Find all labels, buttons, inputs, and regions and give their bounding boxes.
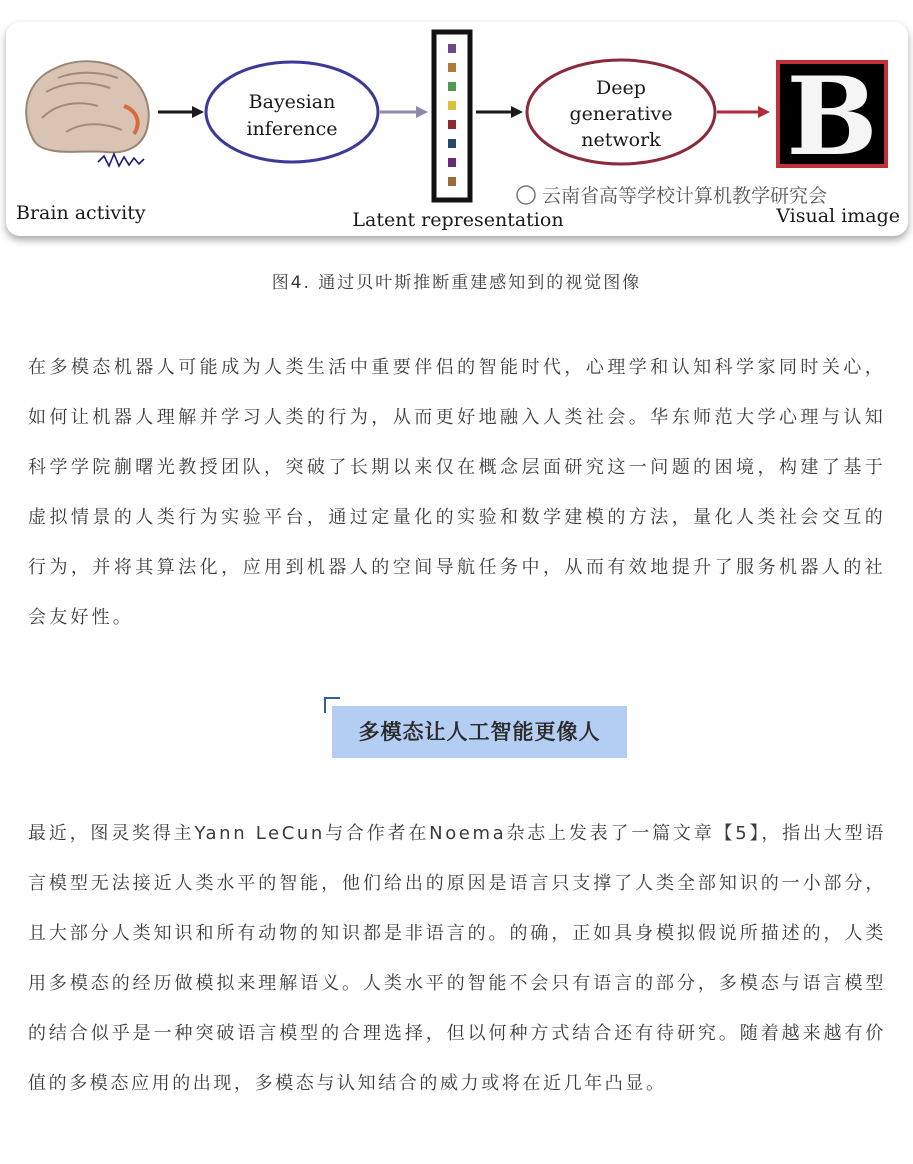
- watermark: [517, 185, 827, 207]
- arrow-icon: [416, 106, 428, 118]
- brain-icon: [26, 61, 148, 166]
- arrow-icon: [192, 106, 204, 118]
- bayes-line1: Bayesian: [248, 91, 336, 113]
- latent-representation-bar: [434, 32, 470, 200]
- latent-representation-label: Latent representation: [352, 209, 564, 231]
- latent-cell: [448, 44, 456, 53]
- figure-image: [6, 22, 908, 236]
- output-letter: B: [786, 54, 878, 180]
- latent-cell: [448, 120, 456, 129]
- latent-cell: [448, 63, 456, 72]
- latent-cell: [448, 177, 456, 186]
- section-heading: 多模态让人工智能更像人: [358, 720, 601, 744]
- deep-line2: generative: [569, 103, 673, 125]
- paragraph-2: 最近，图灵奖得主Yann LeCun与合作者在Noema杂志上发表了一篇文章【5】，指出大型语言模型无法接近人类水平的智能，他们给出的原因是语言只支撑了人类全部知识的一小部分，且大部分人类知识和所有动物的知识都是非语言的。的确，正如具身模拟假说所描述的，人类用多模态的经历做模拟来理解语义。人类水平的智能不会只有语言的部分，多模态与语言模型的结合似乎是一种突破语言模型的合理选择，但以何种方式结合还有待研究。随着越来越有价值的多模态应用的出现，多模态与认知结合的威力或将在近几年凸显。: [28, 823, 886, 1094]
- latent-cell: [448, 82, 456, 91]
- latent-cell: [448, 101, 456, 110]
- brain-signal-icon: [98, 154, 144, 166]
- paragraph-1: 在多模态机器人可能成为人类生活中重要伴侣的智能时代，心理学和认知科学家同时关心，如何让机器人理解并学习人类的行为，从而更好地融入人类社会。华东师范大学心理与认知科学学院蒯曙光教授团队，突破了长期以来仅在概念层面研究这一问题的困境，构建了基于虚拟情景的人类行为实验平台，通过定量化的实验和数学建模的方法，量化人类社会交互的行为，并将其算法化，应用到机器人的空间导航任务中，从而有效地提升了服务机器人的社会友好性。: [28, 357, 886, 628]
- brain-activity-label: Brain activity: [16, 202, 146, 224]
- section-heading-box: [332, 706, 627, 758]
- latent-cell: [448, 158, 456, 167]
- arrow-icon: [511, 106, 523, 118]
- deep-line3: network: [581, 129, 661, 151]
- deep-line1: Deep: [596, 77, 646, 99]
- watermark-text: 云南省高等学校计算机教学研究会: [542, 185, 828, 207]
- bayesian-pipeline-diagram: [6, 22, 908, 236]
- bayes-line2: inference: [246, 118, 338, 140]
- arrow-icon: [758, 106, 770, 118]
- figure-caption: 图4. 通过贝叶斯推断重建感知到的视觉图像: [271, 273, 642, 293]
- wechat-icon: [517, 186, 535, 204]
- visual-image-label: Visual image: [776, 205, 900, 227]
- latent-cell: [448, 139, 456, 148]
